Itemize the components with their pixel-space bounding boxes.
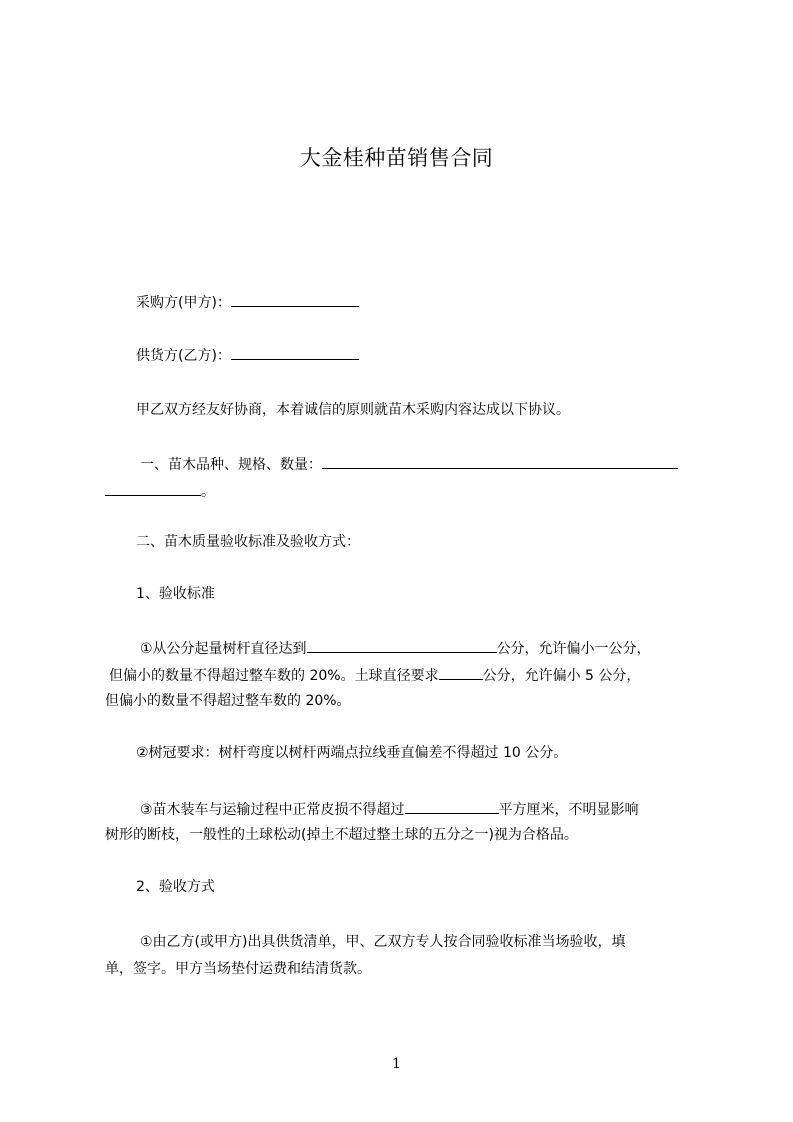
skin-damage-blank [405, 798, 499, 814]
standard-1-text-b: 公分，允许偏小一公分， [496, 641, 651, 657]
section1-blank-2 [105, 480, 201, 496]
section1-end: 。 [201, 484, 215, 500]
standard-1-text-a: ①从公分起量树杆直径达到 [140, 641, 307, 657]
buyer-label: 采购方(甲方)： [136, 295, 231, 311]
standard-1-line-a [140, 637, 651, 659]
intro-paragraph: 甲乙双方经友好协商，本着诚信的原则就苗木采购内容达成以下协议。 [136, 402, 570, 418]
method-1-line-b: 单，签字。甲方当场垫付运费和结清货款。 [105, 961, 371, 977]
section1-label: 一、苗木品种、规格、数量： [140, 457, 322, 473]
method-1-line-a: ①由乙方(或甲方)出具供货清单，甲、乙双方专人按合同验收标准当场验收，填 [140, 934, 626, 950]
seller-label: 供货方(乙方)： [136, 348, 231, 364]
standard-3-text-a: ③苗木装车与运输过程中正常皮损不得超过 [140, 802, 405, 818]
section1-line [140, 453, 678, 475]
standard-3-line-b: 树形的断枝，一般性的土球松动(掉土不超过整土球的五分之一)视为合格品。 [105, 827, 578, 843]
section2-heading: 二、苗木质量验收标准及验收方式： [136, 534, 360, 550]
section1-continuation [105, 480, 215, 502]
diameter-blank [307, 637, 497, 653]
root-ball-blank [439, 664, 483, 680]
standard-1-line-c: 但偏小的数量不得超过整车数的 20%。 [105, 693, 351, 709]
page-number: 1 [392, 1056, 401, 1072]
buyer-blank [231, 291, 359, 307]
standard-1-text-c: 但偏小的数量不得超过整车数的 20%。土球直径要求 [109, 668, 439, 684]
subsection1-heading: 1、验收标准 [136, 586, 215, 602]
standard-1-text-d: 公分，允许偏小 5 公分， [482, 668, 641, 684]
seller-blank [231, 344, 359, 360]
section1-blank [322, 453, 678, 469]
subsection2-heading: 2、验收方式 [136, 879, 215, 895]
standard-3-line-a [140, 798, 639, 820]
standard-2-line: ②树冠要求：树杆弯度以树杆两端点拉线垂直偏差不得超过 10 公分。 [136, 745, 568, 761]
standard-1-line-b [109, 664, 640, 686]
standard-3-text-b: 平方厘米，不明显影响 [498, 802, 639, 818]
seller-line [136, 344, 359, 366]
contract-title: 大金桂种苗销售合同 [299, 146, 494, 170]
buyer-line [136, 291, 359, 313]
